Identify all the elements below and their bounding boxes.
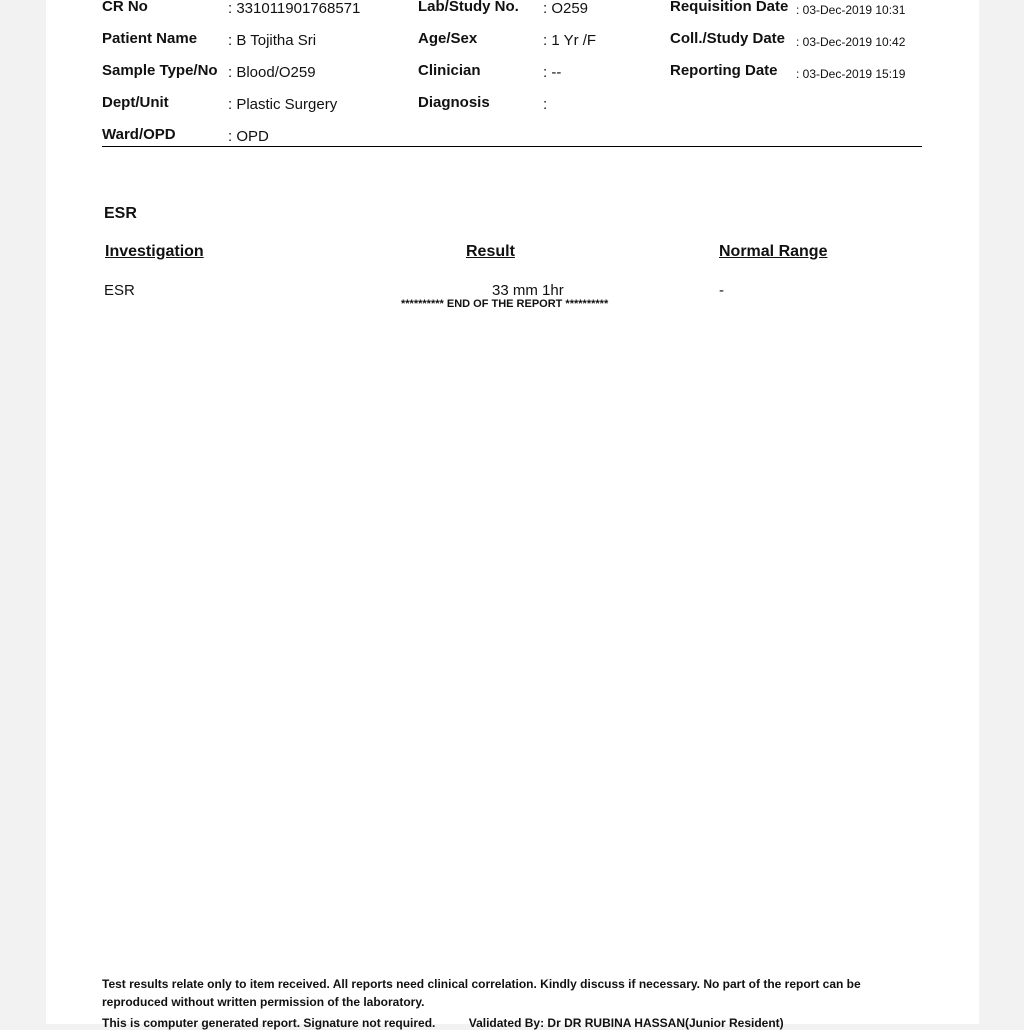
dept-unit-value: : Plastic Surgery [228, 96, 338, 113]
column-header-result: Result [466, 243, 515, 260]
end-of-report: ********** END OF THE REPORT ********** [401, 298, 609, 310]
sample-type-label: Sample Type/No [102, 62, 218, 79]
section-title: ESR [104, 205, 137, 222]
ward-opd-value: : OPD [228, 128, 269, 145]
column-header-investigation: Investigation [105, 243, 204, 260]
table-cell-normal-range: - [719, 282, 724, 299]
diagnosis-label: Diagnosis [418, 94, 490, 111]
requisition-date-value: : 03-Dec-2019 10:31 [796, 3, 906, 17]
ward-opd-label: Ward/OPD [102, 126, 176, 143]
reporting-date-label: Reporting Date [670, 62, 778, 79]
requisition-date-label: Requisition Date [670, 0, 789, 15]
table-cell-investigation: ESR [104, 282, 135, 299]
sample-type-value: : Blood/O259 [228, 64, 316, 81]
clinician-label: Clinician [418, 62, 481, 79]
age-sex-label: Age/Sex [418, 30, 478, 47]
cr-no-value: : 331011901768571 [228, 0, 361, 17]
patient-name-value: : B Tojitha Sri [228, 32, 317, 49]
lab-study-value: : O259 [543, 0, 589, 17]
clinician-value: : -- [543, 64, 562, 81]
cr-no-label: CR No [102, 0, 148, 15]
diagnosis-value: : [543, 96, 548, 113]
report-page [46, 0, 979, 1030]
footer-validation-line: This is computer generated report. Signature not required. Validated By: Dr DR RUBINA HASSAN(Junior Resident) [102, 1016, 784, 1030]
header-divider [102, 146, 922, 147]
dept-unit-label: Dept/Unit [102, 94, 169, 111]
coll-study-date-value: : 03-Dec-2019 10:42 [796, 35, 906, 49]
column-header-normal-range: Normal Range [719, 243, 828, 260]
coll-study-date-label: Coll./Study Date [670, 30, 786, 47]
reporting-date-value: : 03-Dec-2019 15:19 [796, 67, 906, 81]
footer-disclaimer: Test results relate only to item received. All reports need clinical correlation. Kindly discuss if necessary. No part of the report can be reproduced without written permission of the laboratory. [102, 977, 861, 1009]
age-sex-value: : 1 Yr /F [543, 32, 597, 49]
table-cell-result: 33 mm 1hr [492, 282, 564, 299]
lab-study-label: Lab/Study No. [418, 0, 519, 15]
patient-name-label: Patient Name [102, 30, 198, 47]
